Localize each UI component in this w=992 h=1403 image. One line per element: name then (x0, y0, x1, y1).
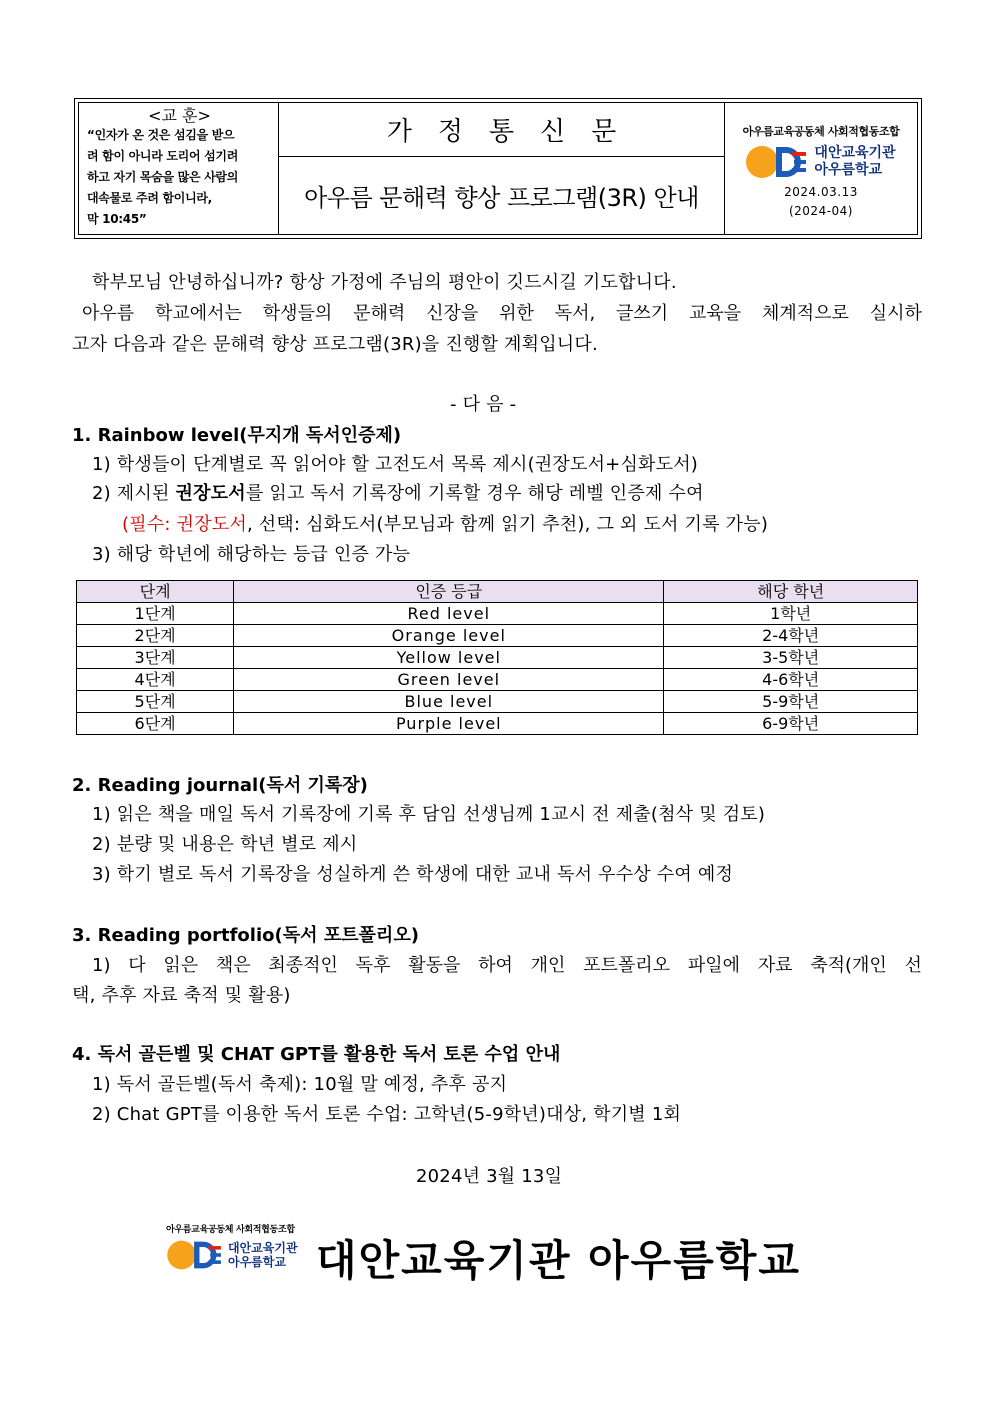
list-item-note (122, 513, 768, 537)
section-heading: 3. Reading portfolio(독서 포트폴리오) (72, 925, 419, 946)
table-cell: Orange level (234, 625, 664, 647)
newsletter-header (74, 98, 922, 239)
issue-number: (2024-04) (788, 204, 853, 218)
newsletter-subject: 아우름 문해력 향상 프로그램(3R) 안내 (304, 184, 699, 212)
section-heading: 2. Reading journal(독서 기록장) (72, 775, 368, 796)
table-cell: Blue level (234, 691, 664, 713)
school-name: 대안교육기관 아우름학교 (316, 1236, 801, 1285)
word: 문해력 (353, 303, 406, 324)
table-row (77, 713, 918, 735)
motto-title: <교 훈> (148, 106, 211, 125)
table-header-row (77, 581, 918, 603)
word: 독서, (554, 303, 596, 324)
table-header: 해당 학년 (664, 581, 918, 603)
section-heading: 1. Rainbow level(무지개 독서인증제) (72, 425, 402, 446)
text: 2) 제시된 (92, 483, 176, 504)
intro-line-justified (72, 302, 922, 326)
word: 교육을 (688, 303, 742, 324)
intro-line: 학부모님 안녕하십니까? 항상 가정에 주님의 평안이 깃드시길 기도합니다. (92, 272, 677, 293)
word: 선 (904, 955, 922, 976)
logo-line1: 대안교육기관 (228, 1241, 298, 1255)
table-cell: 2단계 (77, 625, 234, 647)
word: 학교에서는 (154, 303, 242, 324)
table-cell: 3단계 (77, 647, 234, 669)
logo-line2: 아우름학교 (228, 1255, 286, 1269)
table-header: 인증 등급 (234, 581, 664, 603)
list-item-cont: 택, 추후 자료 축적 및 활용) (72, 985, 291, 1006)
text: , 선택: 심화도서(부모님과 함께 읽기 추천), 그 외 도서 기록 가능) (246, 514, 769, 535)
text: 를 읽고 독서 기록장에 기록할 경우 해당 레벨 인증제 수여 (245, 483, 704, 504)
school-logo (725, 143, 917, 181)
list-item: 3) 해당 학년에 해당하는 등급 인증 가능 (92, 544, 411, 565)
list-item-justified (72, 954, 922, 978)
motto-line: 막 10:45” (87, 212, 147, 226)
table-cell: 6단계 (77, 713, 234, 735)
table-cell: Purple level (234, 713, 664, 735)
footer-coop-name: 아우름교육공동체 사회적협동조합 (166, 1225, 295, 1235)
word: 개인 (530, 955, 566, 976)
list-item: 1) 학생들이 단계별로 꼭 읽어야 할 고전도서 목록 제시(권장도서+심화도서) (92, 454, 699, 475)
notice-label: - 다 음 - (450, 394, 517, 415)
word: 활동을 (408, 955, 461, 976)
table-cell: 5단계 (77, 691, 234, 713)
table-cell: Yellow level (234, 647, 664, 669)
word: 실시하 (869, 303, 922, 324)
table-cell: 5-9학년 (664, 691, 918, 713)
word: 파일에 (687, 955, 740, 976)
list-item: 2) 분량 및 내용은 학년 별로 제시 (92, 834, 358, 855)
word: 읽은 (163, 955, 199, 976)
word: 아우름 (82, 303, 135, 324)
coop-name: 아우름교육공동체 사회적협동조합 (742, 125, 900, 138)
word: 신장을 (426, 303, 479, 324)
word: 위한 (499, 303, 534, 324)
word: 책은 (215, 955, 251, 976)
table-cell: 6-9학년 (664, 713, 918, 735)
list-item: 1) 독서 골든벨(독서 축제): 10월 말 예정, 추후 공지 (92, 1074, 508, 1095)
footer-logo (166, 1222, 298, 1272)
table-cell: Red level (234, 603, 664, 625)
list-item: 2) Chat GPT를 이용한 독서 토론 수업: 고학년(5-9학년)대상, 학기별 1회 (92, 1104, 682, 1125)
list-item (92, 482, 704, 506)
table-row (77, 669, 918, 691)
school-info (725, 103, 917, 234)
issue-date: 2024.03.13 (784, 185, 858, 199)
table-cell: 4-6학년 (664, 669, 918, 691)
footer-date: 2024년 3월 13일 (416, 1166, 563, 1187)
table-row (77, 603, 918, 625)
word: 독후 (355, 955, 391, 976)
bold-text: 권장도서 (175, 483, 246, 504)
required-text: 필수: 권장도서 (129, 514, 247, 535)
table-cell: 3-5학년 (664, 647, 918, 669)
table-row (77, 691, 918, 713)
school-motto (79, 103, 279, 234)
table-cell: Green level (234, 669, 664, 691)
logo-line2: 아우름학교 (814, 162, 883, 178)
level-table (76, 580, 918, 735)
word: 최종적인 (268, 955, 338, 976)
motto-line: “인자가 온 것은 섬김을 받으 (87, 128, 235, 142)
table-cell: 2-4학년 (664, 625, 918, 647)
motto-line: 하고 자기 목숨을 많은 사람의 (87, 170, 239, 184)
intro-line: 고자 다음과 같은 문해력 향상 프로그램(3R)을 진행할 계획입니다. (72, 334, 598, 355)
list-item: 3) 학기 별로 독서 기록장을 성실하게 쓴 학생에 대한 교내 독서 우수상 수여 예정 (92, 864, 734, 885)
word: 하여 (478, 955, 513, 976)
text: ( (122, 514, 130, 535)
table-header: 단계 (77, 581, 234, 603)
word: 자료 (757, 955, 793, 976)
word: 체계적으로 (761, 303, 849, 324)
logo-line1: 대안교육기관 (814, 145, 896, 161)
table-cell: 1단계 (77, 603, 234, 625)
table-row (77, 625, 918, 647)
section-heading: 4. 독서 골든벨 및 CHAT GPT를 활용한 독서 토론 수업 안내 (72, 1044, 561, 1065)
table-row (77, 647, 918, 669)
motto-line: 려 함이 아니라 도리어 섬기려 (87, 149, 239, 163)
word: 1) (92, 955, 111, 976)
table-cell: 1학년 (664, 603, 918, 625)
table-cell: 4단계 (77, 669, 234, 691)
school-logo-icon (166, 1238, 224, 1272)
word: 학생들의 (262, 303, 333, 324)
list-item: 1) 읽은 책을 매일 독서 기록장에 기록 후 담임 선생님께 1교시 전 제출(첨삭 및 검토) (92, 804, 766, 825)
motto-line: 대속물로 주려 함이니라, (87, 191, 212, 205)
word: 축적(개인 (810, 955, 887, 976)
word: 포트폴리오 (583, 955, 671, 976)
word: 글쓰기 (616, 303, 669, 324)
school-logo-icon (746, 143, 808, 181)
newsletter-title: 가정통신문 (386, 117, 643, 147)
word: 다 (128, 955, 146, 976)
